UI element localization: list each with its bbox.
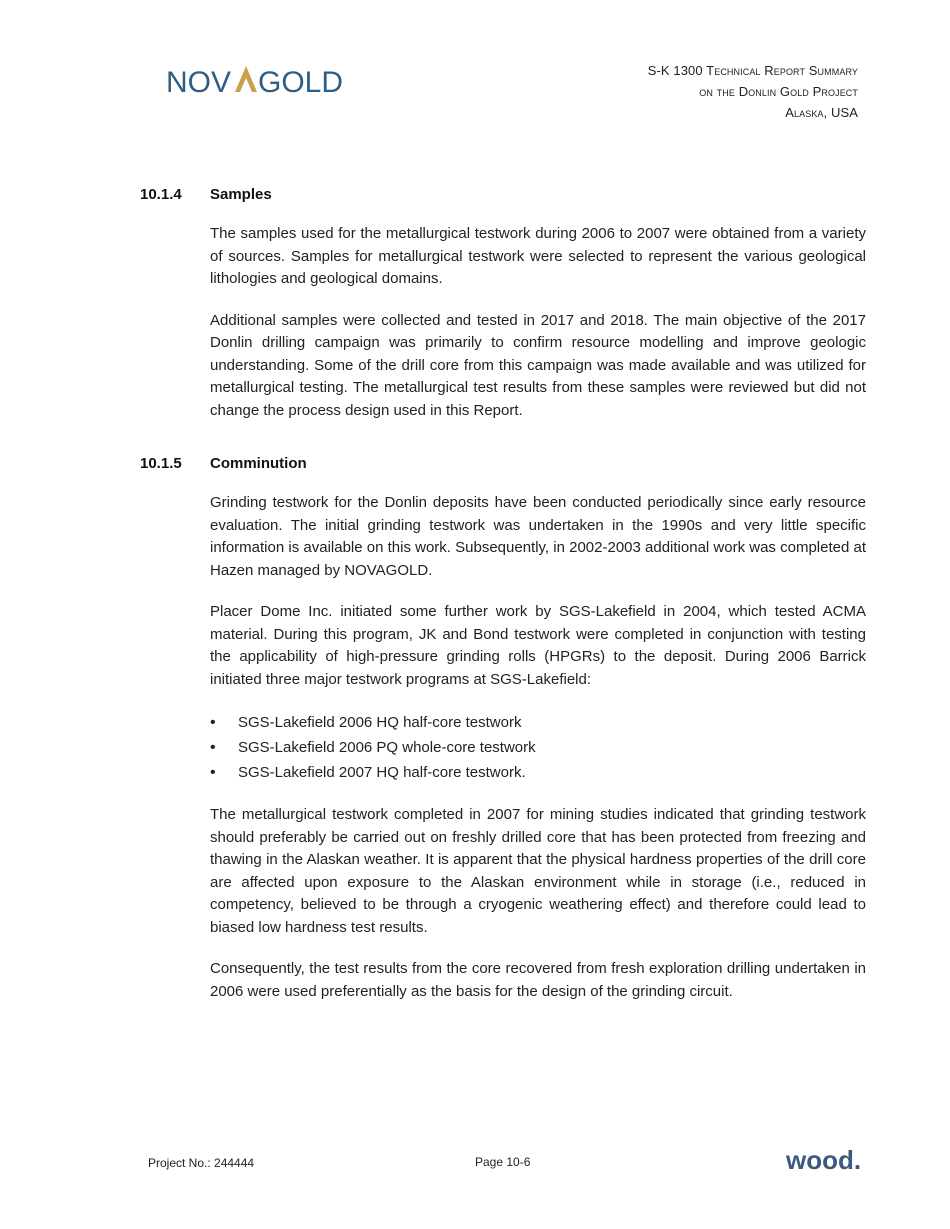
section-heading-samples	[140, 186, 272, 203]
section-body-samples	[210, 223, 866, 441]
section-number: 10.1.5	[140, 455, 182, 472]
novagold-logo	[166, 60, 356, 100]
project-number: Project No.: 244444	[148, 1156, 255, 1170]
report-title-line-2: on the Donlin Gold Project	[699, 84, 858, 99]
section-title: Samples	[210, 186, 272, 203]
svg-text:GOLD: GOLD	[258, 66, 344, 99]
report-title-line-3: Alaska, USA	[785, 105, 858, 120]
section-number: 10.1.4	[140, 186, 182, 203]
section-heading-comminution	[140, 455, 307, 472]
svg-text:wood.: wood.	[786, 1145, 861, 1174]
testwork-program-list	[210, 710, 866, 785]
section-title: Comminution	[210, 455, 307, 472]
paragraph: Additional samples were collected and tested in 2017 and 2018. The main objective of the 2017 Donlin drilling campaign was primarily to confirm resource modelling and improve geologic understanding. Some of the drill core from this campaign was made available and was utilized for metallurgical testing. The metallurgical test results from these samples were reviewed but did not change the process design used in this Report.	[210, 311, 866, 419]
report-title-block	[648, 60, 858, 123]
list-item: • SGS-Lakefield 2006 PQ whole-core testwork	[210, 735, 866, 760]
wood-logo	[786, 1144, 861, 1174]
svg-text:NOV: NOV	[166, 66, 232, 99]
paragraph: Grinding testwork for the Donlin deposits have been conducted periodically since early resource evaluation. The initial grinding testwork was undertaken in the 1990s and very little specific information is available on this work. Subsequently, in 2002-2003 additional work was completed at Hazen managed by NOVAGOLD.	[210, 494, 866, 579]
list-item: • SGS-Lakefield 2007 HQ half-core testwork.	[210, 760, 866, 785]
paragraph: The metallurgical testwork completed in 2007 for mining studies indicated that grinding testwork should preferably be carried out on freshly drilled core that has been protected from freezing and thawing in the Alaskan weather. It is apparent that the physical hardness properties of the drill core are affected upon exposure to the Alaskan environment while in storage (i.e., reduced in competency, believed to be through a cryogenic weathering effect) and therefore could lead to biased low hardness test results.	[210, 806, 866, 936]
paragraph: The samples used for the metallurgical testwork during 2006 to 2007 were obtained from a variety of sources. Samples for metallurgical testwork were selected to represent the various geological lithologies and geological domains.	[210, 225, 866, 287]
list-item: • SGS-Lakefield 2006 HQ half-core testwork	[210, 710, 866, 735]
paragraph: Consequently, the test results from the core recovered from fresh exploration drilling undertaken in 2006 were used preferentially as the basis for the design of the grinding circuit.	[210, 960, 866, 1000]
section-body-comminution	[210, 492, 866, 1022]
paragraph: Placer Dome Inc. initiated some further work by SGS-Lakefield in 2004, which tested ACMA material. During this program, JK and Bond testwork were completed in conjunction with testing the applicability of high-pressure grinding rolls (HPGRs) to the deposit. During 2006 Barrick initiated three major testwork programs at SGS-Lakefield:	[210, 603, 866, 688]
report-title-line-1: S-K 1300 Technical Report Summary	[647, 63, 858, 78]
page-number: Page 10-6	[475, 1155, 531, 1169]
